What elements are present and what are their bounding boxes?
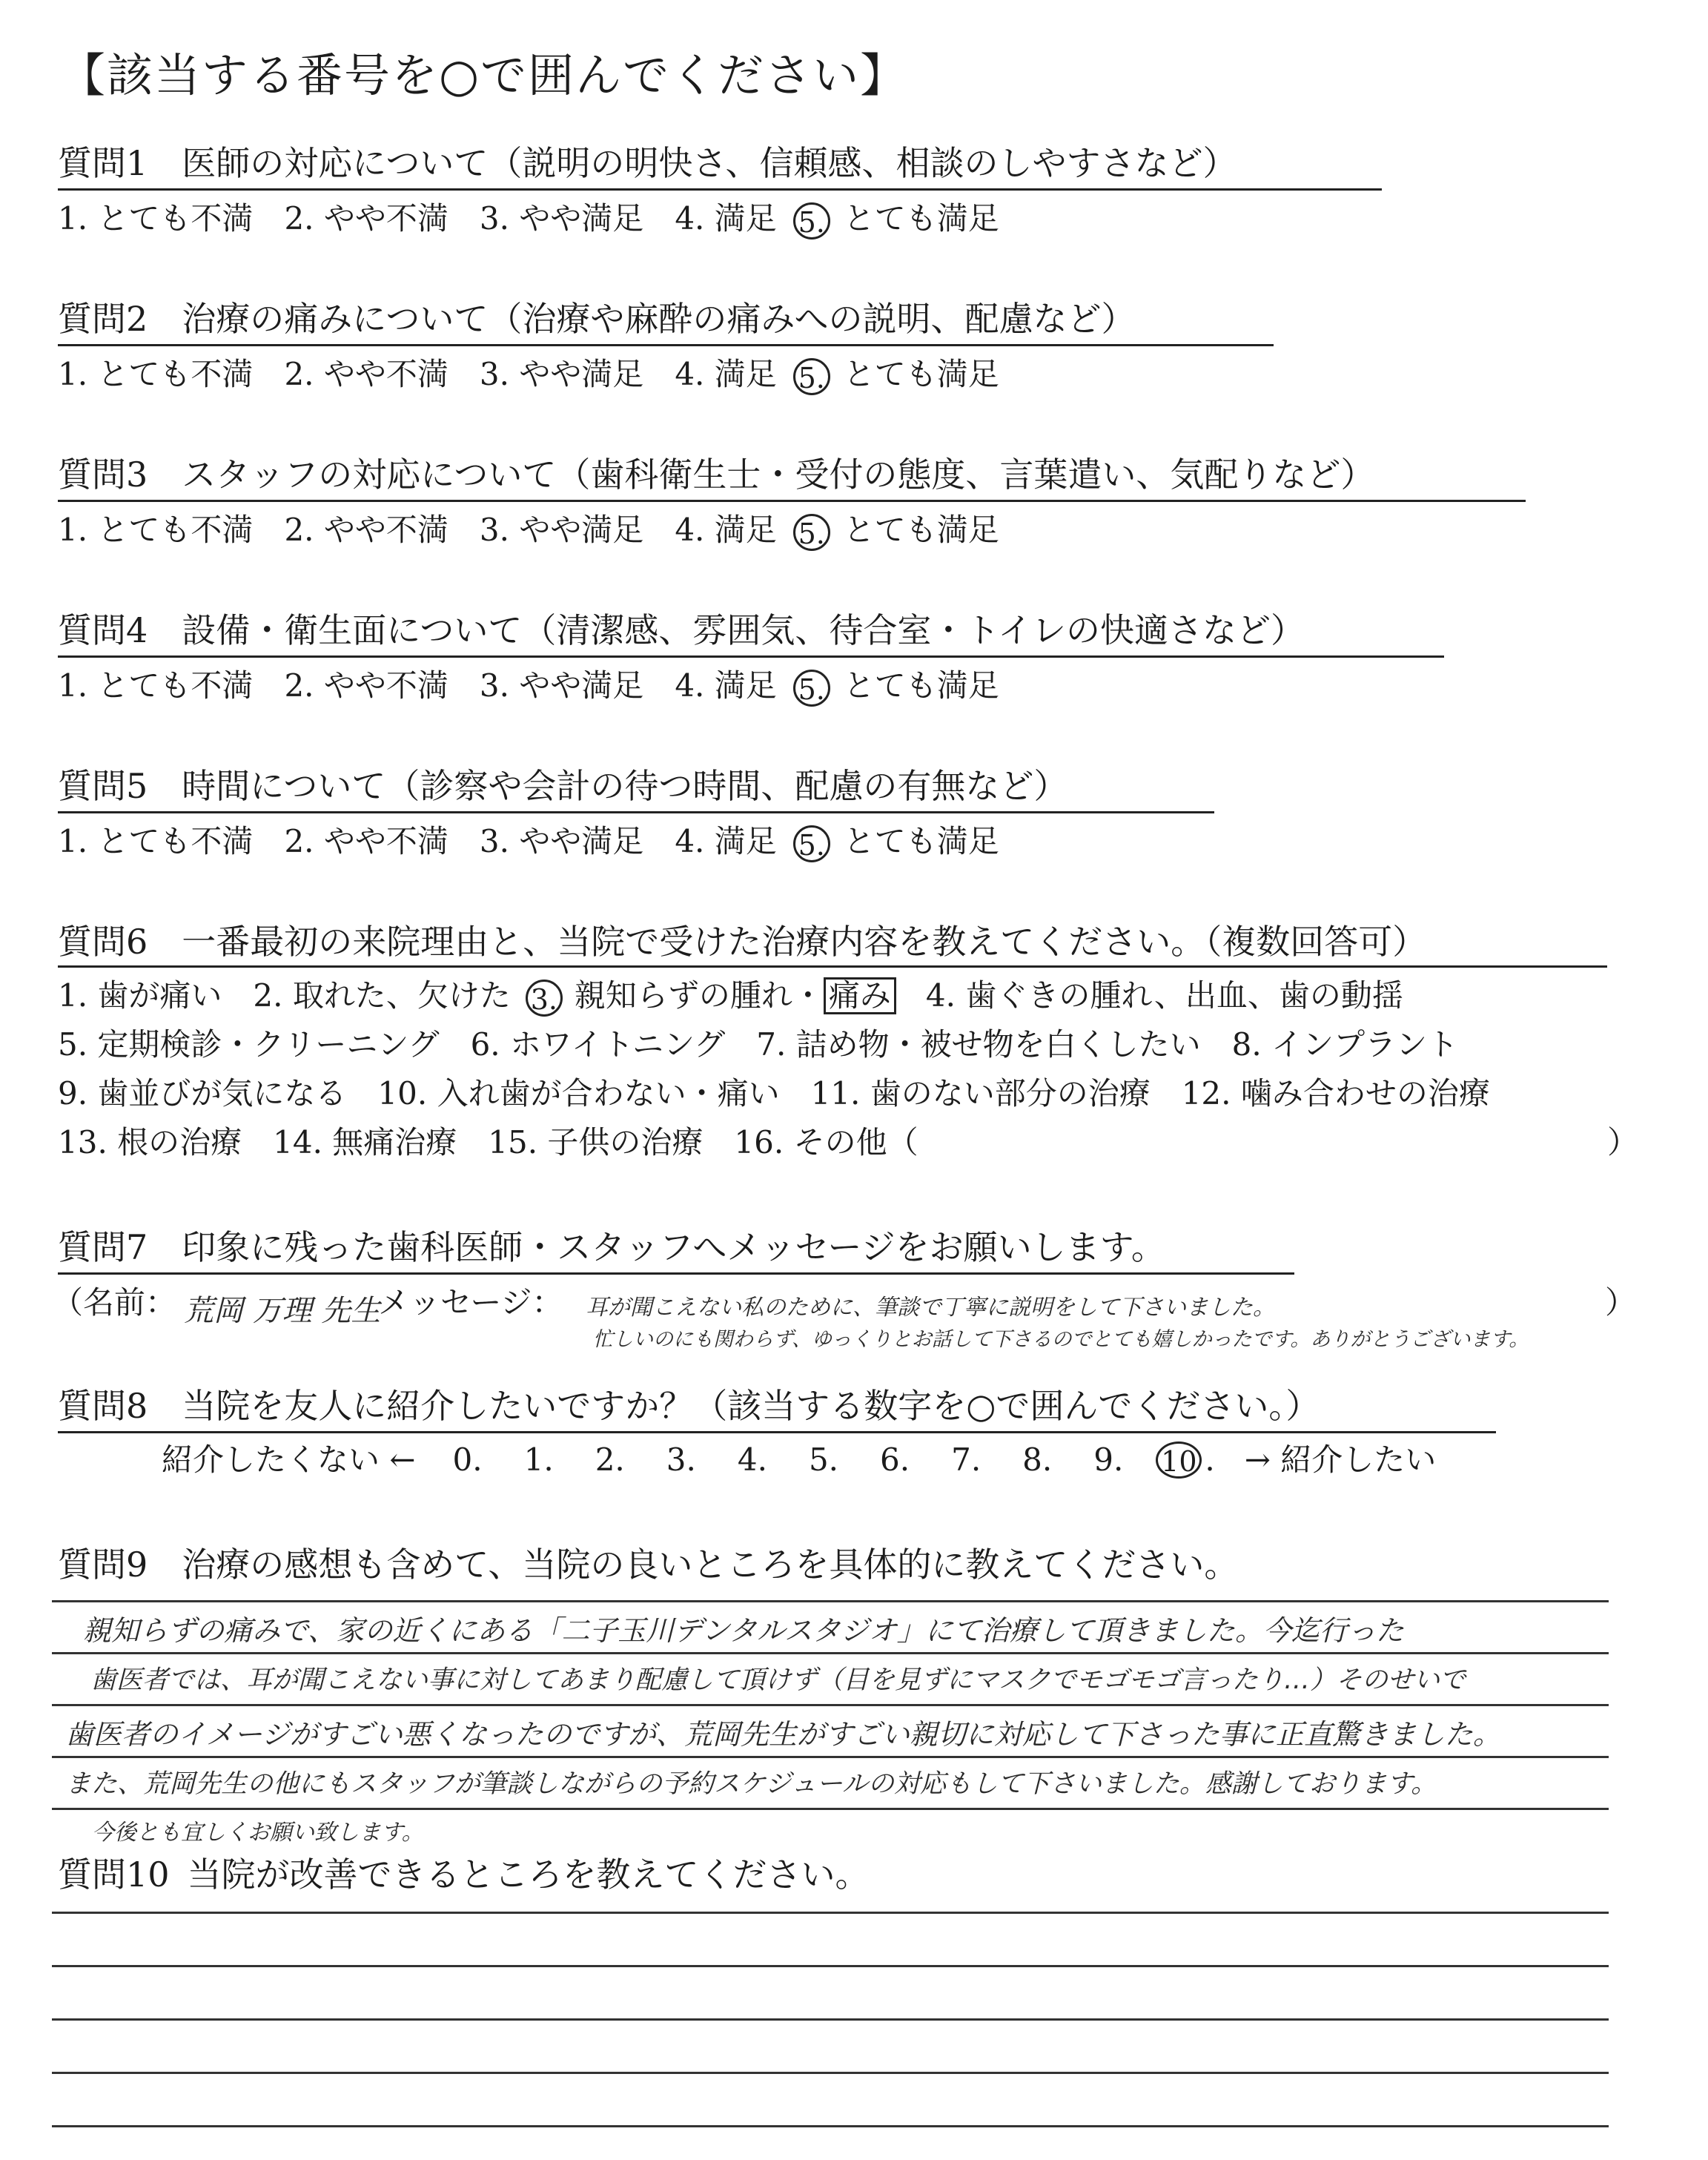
- question-text: 治療の痛みについて（治療や麻酔の痛みへの説明、配慮など）: [182, 299, 1136, 339]
- option-5-circled[interactable]: 5.: [793, 670, 830, 707]
- q6-options-1-2[interactable]: 1. 歯が痛い 2. 取れた、欠けた: [58, 977, 511, 1014]
- q9-answer-line-2: 歯医者では、耳が聞こえない事に対してあまり配慮して頂けず（目を見ずにマスクでモゴモゴ言ったり…）そのせいで: [90, 1665, 1466, 1695]
- q9-answer-line-4: また、荒岡先生の他にもスタッフが筆談しながらの予約スケジュールの対応もして下さいました。感謝しております。: [65, 1769, 1437, 1799]
- q7-message-label: メッセージ：: [378, 1284, 563, 1321]
- question-text: 治療の感想も含めて、当院の良いところを具体的に教えてください。: [182, 1545, 1239, 1585]
- option-4[interactable]: 4. 満足: [675, 200, 777, 237]
- option-3[interactable]: 3. やや満足: [479, 667, 644, 704]
- answer-line: [52, 2072, 1609, 2074]
- option-1[interactable]: 1. とても不満: [58, 356, 254, 392]
- scale-value-circled[interactable]: 10: [1156, 1441, 1202, 1479]
- question-underline: [58, 655, 1444, 658]
- scale-value[interactable]: 9.: [1093, 1441, 1124, 1478]
- q6-option-4[interactable]: 4. 歯ぐきの腫れ、出血、歯の動揺: [925, 977, 1403, 1014]
- answer-line: [52, 1756, 1609, 1758]
- answer-line: [52, 1704, 1609, 1706]
- question-label: 質問4: [58, 610, 148, 650]
- question-label: 質問3: [58, 455, 148, 495]
- option-2[interactable]: 2. やや不満: [284, 667, 448, 704]
- question-label: 質問10: [58, 1855, 170, 1895]
- q9-answer-line-1: 親知らずの痛みで、家の近くにある「二子玉川デンタルスタジオ」にて治療して頂きました。今迄行った: [83, 1614, 1404, 1647]
- recommend-scale: [162, 1440, 1436, 1480]
- scale-value[interactable]: 0.: [452, 1441, 483, 1478]
- option-2[interactable]: 2. やや不満: [284, 200, 448, 237]
- q9-answer-line-5: 今後とも宜しくお願い致します。: [92, 1820, 424, 1846]
- page-title: 【該当する番号を○で囲んでください】: [59, 48, 908, 102]
- question-label: 質問8: [58, 1386, 148, 1426]
- option-5-label: とても満足: [843, 200, 999, 237]
- q6-other-close: ）: [1607, 1124, 1639, 1160]
- scale-value[interactable]: 8.: [1022, 1441, 1053, 1478]
- answer-line: [52, 1600, 1609, 1602]
- question-text: 医師の対応について（説明の明快さ、信頼感、相談のしやすさなど）: [182, 143, 1237, 183]
- option-3[interactable]: 3. やや満足: [479, 512, 644, 548]
- option-1[interactable]: 1. とても不満: [58, 200, 254, 237]
- question-label: 質問7: [58, 1227, 148, 1267]
- q6-option-3-circled[interactable]: 3.: [526, 980, 563, 1017]
- option-1[interactable]: 1. とても不満: [58, 667, 254, 704]
- q7-name-handwritten: 荒岡 万理 先生: [184, 1294, 381, 1328]
- scale-value[interactable]: 3.: [666, 1441, 696, 1478]
- option-5-circled[interactable]: 5.: [793, 202, 830, 240]
- rating-options: [58, 510, 999, 551]
- q6-options-row-3[interactable]: 9. 歯並びが気になる 10. 入れ歯が合わない・痛い 11. 歯のない部分の治療 12. 噛み合わせの治療: [58, 1075, 1490, 1112]
- question-label: 質問2: [58, 299, 148, 339]
- question-text: 当院が改善できるところを教えてください。: [187, 1855, 870, 1895]
- q7-message-line-1: 耳が聞こえない私のために、筆談で丁寧に説明をして下さいました。: [586, 1295, 1275, 1321]
- option-4[interactable]: 4. 満足: [675, 356, 777, 392]
- q7-close: ）: [1605, 1284, 1637, 1321]
- answer-line: [52, 2018, 1609, 2021]
- rating-options: [58, 354, 999, 395]
- q6-option-3-boxed: 痛み: [824, 977, 896, 1014]
- scale-value[interactable]: 7.: [951, 1441, 982, 1478]
- question-label: 質問9: [58, 1545, 148, 1585]
- option-3[interactable]: 3. やや満足: [479, 200, 644, 237]
- option-5-label: とても満足: [843, 667, 999, 704]
- q6-options-row-1: [58, 976, 1403, 1017]
- scale-value[interactable]: 6.: [880, 1441, 910, 1478]
- q6-options-row-2[interactable]: 5. 定期検診・クリーニング 6. ホワイトニング 7. 詰め物・被せ物を白くしたい 8. インプラント: [58, 1026, 1459, 1063]
- scale-value[interactable]: 5.: [808, 1441, 839, 1478]
- option-4[interactable]: 4. 満足: [675, 512, 777, 548]
- question-underline: [58, 500, 1526, 502]
- question-label: 質問5: [58, 766, 148, 806]
- option-2[interactable]: 2. やや不満: [284, 823, 448, 859]
- q6-option-3-label-a: 親知らずの腫れ・: [574, 977, 824, 1014]
- question-label: 質問6: [58, 922, 148, 962]
- scale-value[interactable]: 4.: [737, 1441, 767, 1478]
- option-5-label: とても満足: [843, 823, 999, 859]
- q7-message-line-2: 忙しいのにも関わらず、ゆっくりとお話して下さるのでとても嬉しかったです。ありがとうございます。: [593, 1328, 1529, 1351]
- question-label: 質問1: [58, 143, 148, 183]
- scale-value-circled-suffix: .: [1205, 1441, 1215, 1478]
- question-text: 設備・衛生面について（清潔感、雰囲気、待合室・トイレの快適さなど）: [182, 610, 1305, 650]
- option-4[interactable]: 4. 満足: [675, 667, 777, 704]
- answer-line: [52, 1652, 1609, 1654]
- scale-left-label: 紹介したくない ←: [162, 1441, 416, 1478]
- option-3[interactable]: 3. やや満足: [479, 823, 644, 859]
- option-5-circled[interactable]: 5.: [793, 825, 830, 862]
- option-5-circled[interactable]: 5.: [793, 358, 830, 395]
- question-text: 一番最初の来院理由と、当院で受けた治療内容を教えてください。（複数回答可）: [182, 922, 1427, 962]
- question-text: 印象に残った歯科医師・スタッフへメッセージをお願いします。: [182, 1227, 1165, 1267]
- question-text: 時間について（診察や会計の待つ時間、配慮の有無など）: [182, 766, 1068, 806]
- option-4[interactable]: 4. 満足: [675, 823, 777, 859]
- option-1[interactable]: 1. とても不満: [58, 512, 254, 548]
- option-5-circled[interactable]: 5.: [793, 514, 830, 551]
- option-2[interactable]: 2. やや不満: [284, 512, 448, 548]
- option-5-label: とても満足: [843, 512, 999, 548]
- q7-name-prefix: （名前：: [52, 1284, 177, 1321]
- question-underline: [58, 965, 1607, 968]
- question-underline: [58, 1272, 1294, 1275]
- question-text: 当院を友人に紹介したいですか？（該当する数字を○で囲んでください。）: [182, 1386, 1320, 1426]
- q9-answer-line-3: 歯医者のイメージがすごい悪くなったのですが、荒岡先生がすごい親切に対応して下さった事に正直驚きました。: [65, 1718, 1501, 1751]
- rating-options: [58, 822, 999, 862]
- option-3[interactable]: 3. やや満足: [479, 356, 644, 392]
- rating-options: [58, 199, 999, 240]
- rating-options: [58, 666, 999, 707]
- scale-value[interactable]: 2.: [595, 1441, 625, 1478]
- answer-line: [52, 2125, 1609, 2127]
- answer-line: [52, 1965, 1609, 1967]
- scale-right-label: → 紹介したい: [1244, 1441, 1437, 1478]
- answer-line: [52, 1912, 1609, 1914]
- answer-line: [52, 1808, 1609, 1810]
- q6-options-row-4[interactable]: 13. 根の治療 14. 無痛治療 15. 子供の治療 16. その他（: [58, 1124, 918, 1160]
- option-2[interactable]: 2. やや不満: [284, 356, 448, 392]
- question-underline: [58, 344, 1274, 346]
- option-5-label: とても満足: [843, 356, 999, 392]
- question-underline: [58, 811, 1214, 813]
- question-text: スタッフの対応について（歯科衛生士・受付の態度、言葉遣い、気配りなど）: [182, 455, 1375, 495]
- option-1[interactable]: 1. とても不満: [58, 823, 254, 859]
- question-underline: [58, 188, 1382, 191]
- question-underline: [58, 1431, 1496, 1433]
- scale-value[interactable]: 1.: [523, 1441, 554, 1478]
